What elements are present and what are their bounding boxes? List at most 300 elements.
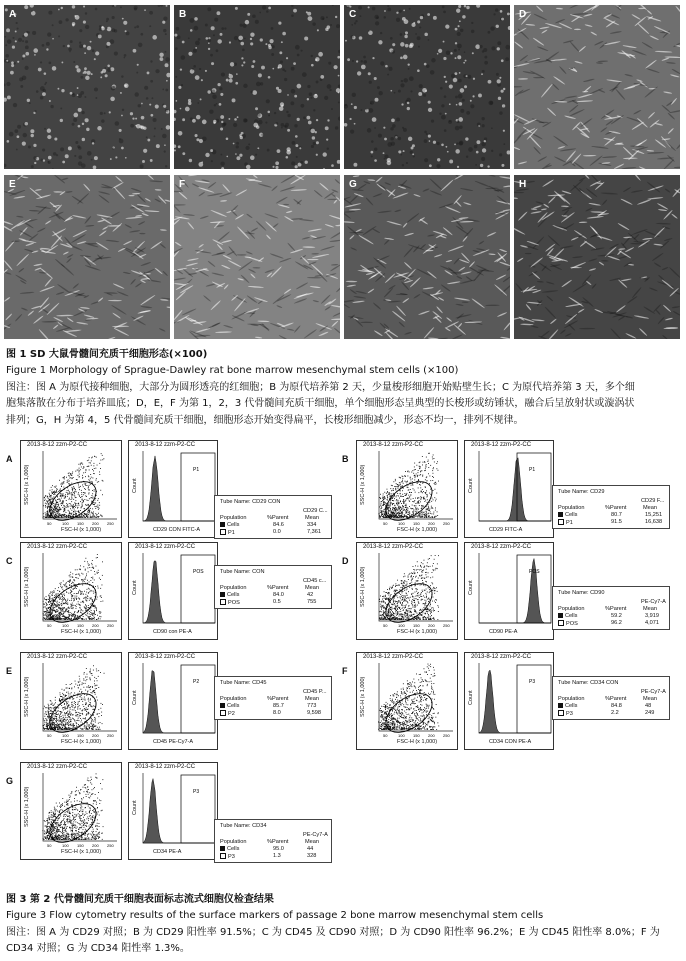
x-tick-label: 200 (92, 521, 99, 526)
event-dot (396, 499, 397, 500)
event-dot (78, 712, 79, 713)
event-dot (414, 480, 415, 481)
event-dot (402, 476, 403, 477)
event-dot (383, 515, 384, 516)
x-tick-label: 200 (428, 521, 435, 526)
event-dot (55, 724, 56, 725)
event-dot (69, 511, 70, 512)
event-dot (424, 597, 425, 598)
event-dot (416, 591, 417, 592)
event-dot (397, 724, 398, 725)
event-dot (433, 514, 434, 515)
event-dot (396, 500, 397, 501)
event-dot (389, 600, 390, 601)
event-dot (65, 600, 66, 601)
event-dot (405, 616, 406, 617)
event-dot (380, 615, 381, 616)
event-dot (393, 598, 394, 599)
event-dot (69, 616, 70, 617)
event-dot (432, 607, 433, 608)
event-dot (410, 612, 411, 613)
event-dot (418, 601, 419, 602)
event-dot (402, 709, 403, 710)
event-dot (407, 616, 408, 617)
event-dot (408, 714, 409, 715)
event-dot (409, 583, 410, 584)
event-dot (87, 613, 88, 614)
event-dot (54, 515, 55, 516)
event-dot (53, 503, 54, 504)
event-dot (407, 597, 408, 598)
event-dot (47, 511, 48, 512)
event-dot (424, 697, 425, 698)
event-dot (79, 474, 80, 475)
event-dot (399, 611, 400, 612)
event-dot (61, 718, 62, 719)
event-dot (88, 505, 89, 506)
event-dot (403, 614, 404, 615)
event-dot (60, 711, 61, 712)
event-dot (398, 517, 399, 518)
event-dot (416, 505, 417, 506)
event-dot (388, 508, 389, 509)
event-dot (63, 477, 64, 478)
event-dot (420, 462, 421, 463)
event-dot (390, 615, 391, 616)
event-dot (96, 608, 97, 609)
event-dot (424, 716, 425, 717)
event-dot (90, 598, 91, 599)
event-dot (424, 497, 425, 498)
event-dot (64, 616, 65, 617)
event-dot (50, 497, 51, 498)
event-dot (410, 583, 411, 584)
percent-parent-value: 84.0 (273, 592, 284, 598)
event-dot (426, 514, 427, 515)
event-dot (68, 593, 69, 594)
event-dot (384, 496, 385, 497)
event-dot (95, 685, 96, 686)
event-dot (55, 612, 56, 613)
event-dot (53, 714, 54, 715)
event-dot (102, 494, 103, 495)
plot-header: 2013-8-12 zzm-P2-CC (363, 442, 424, 448)
event-dot (46, 517, 47, 518)
event-dot (408, 608, 409, 609)
event-dot (64, 712, 65, 713)
event-dot (427, 617, 428, 618)
event-dot (413, 600, 414, 601)
event-dot (78, 718, 79, 719)
event-dot (381, 609, 382, 610)
event-dot (90, 497, 91, 498)
event-dot (394, 486, 395, 487)
event-dot (90, 689, 91, 690)
event-dot (63, 613, 64, 614)
event-dot (415, 477, 416, 478)
event-dot (88, 460, 89, 461)
event-dot (429, 476, 430, 477)
event-dot (58, 509, 59, 510)
event-dot (60, 701, 61, 702)
event-dot (74, 495, 75, 496)
event-dot (57, 489, 58, 490)
event-dot (98, 670, 99, 671)
event-dot (402, 476, 403, 477)
stat-column-header: CD45 c... (303, 578, 327, 584)
event-dot (387, 619, 388, 620)
event-dot (76, 588, 77, 589)
micrograph-panel-g (344, 175, 510, 339)
event-dot (73, 615, 74, 616)
event-dot (93, 512, 94, 513)
event-dot (91, 706, 92, 707)
event-dot (420, 593, 421, 594)
event-dot (402, 513, 403, 514)
event-dot (99, 508, 100, 509)
event-dot (90, 671, 91, 672)
event-dot (71, 506, 72, 507)
event-dot (387, 492, 388, 493)
event-dot (60, 490, 61, 491)
event-dot (394, 619, 395, 620)
event-dot (389, 616, 390, 617)
event-dot (393, 503, 394, 504)
event-dot (88, 687, 89, 688)
event-dot (67, 587, 68, 588)
event-dot (437, 511, 438, 512)
event-dot (412, 470, 413, 471)
event-dot (89, 687, 90, 688)
event-dot (82, 499, 83, 500)
event-dot (398, 506, 399, 507)
event-dot (412, 719, 413, 720)
event-dot (418, 501, 419, 502)
event-dot (90, 700, 91, 701)
event-dot (386, 605, 387, 606)
event-dot (71, 719, 72, 720)
event-dot (80, 469, 81, 470)
event-dot (425, 602, 426, 603)
event-dot (61, 516, 62, 517)
event-dot (89, 677, 90, 678)
event-dot (51, 495, 52, 496)
event-dot (47, 725, 48, 726)
event-dot (422, 506, 423, 507)
event-dot (76, 514, 77, 515)
event-dot (74, 611, 75, 612)
event-dot (45, 495, 46, 496)
event-dot (55, 714, 56, 715)
event-dot (68, 727, 69, 728)
event-dot (94, 614, 95, 615)
event-dot (66, 603, 67, 604)
event-dot (91, 673, 92, 674)
event-dot (89, 564, 90, 565)
event-dot (94, 463, 95, 464)
event-dot (383, 613, 384, 614)
event-dot (63, 707, 64, 708)
event-dot (61, 608, 62, 609)
event-dot (392, 702, 393, 703)
gate-label: POS (529, 569, 540, 575)
event-dot (419, 505, 420, 506)
x-tick-label: 100 (398, 623, 405, 628)
y-axis-label: SSC-H (x 1,000) (24, 566, 30, 607)
event-dot (405, 476, 406, 477)
event-dot (408, 517, 409, 518)
event-dot (45, 718, 46, 719)
event-dot (95, 513, 96, 514)
event-dot (426, 515, 427, 516)
event-dot (393, 510, 394, 511)
event-dot (72, 596, 73, 597)
event-dot (104, 673, 105, 674)
event-dot (57, 611, 58, 612)
event-dot (404, 587, 405, 588)
event-dot (83, 500, 84, 501)
event-dot (422, 582, 423, 583)
event-dot (418, 603, 419, 604)
event-dot (419, 500, 420, 501)
event-dot (420, 512, 421, 513)
event-dot (419, 595, 420, 596)
event-dot (90, 705, 91, 706)
event-dot (414, 600, 415, 601)
event-dot (50, 597, 51, 598)
event-dot (397, 597, 398, 598)
event-dot (80, 592, 81, 593)
event-dot (68, 479, 69, 480)
event-dot (92, 614, 93, 615)
event-dot (94, 701, 95, 702)
event-dot (48, 729, 49, 730)
event-dot (404, 614, 405, 615)
event-dot (64, 721, 65, 722)
event-dot (406, 517, 407, 518)
event-dot (94, 619, 95, 620)
event-dot (47, 728, 48, 729)
event-dot (102, 575, 103, 576)
event-dot (61, 505, 62, 506)
event-dot (56, 511, 57, 512)
event-dot (78, 612, 79, 613)
event-dot (59, 605, 60, 606)
event-dot (390, 612, 391, 613)
event-dot (47, 611, 48, 612)
event-dot (61, 493, 62, 494)
event-dot (70, 725, 71, 726)
event-dot (405, 495, 406, 496)
event-dot (75, 721, 76, 722)
event-dot (88, 593, 89, 594)
event-dot (59, 604, 60, 605)
event-dot (83, 706, 84, 707)
event-dot (424, 617, 425, 618)
event-dot (394, 513, 395, 514)
event-dot (94, 617, 95, 618)
event-dot (432, 577, 433, 578)
event-dot (389, 615, 390, 616)
event-dot (419, 513, 420, 514)
event-dot (429, 592, 430, 593)
panel-letter: B (179, 9, 187, 20)
event-dot (89, 470, 90, 471)
event-dot (62, 604, 63, 605)
event-dot (63, 719, 64, 720)
event-dot (55, 697, 56, 698)
event-dot (57, 728, 58, 729)
event-dot (426, 589, 427, 590)
event-dot (48, 612, 49, 613)
event-dot (54, 615, 55, 616)
event-dot (64, 697, 65, 698)
event-dot (393, 613, 394, 614)
event-dot (433, 468, 434, 469)
event-dot (63, 717, 64, 718)
gate-label: P1 (193, 467, 200, 473)
event-dot (88, 476, 89, 477)
event-dot (82, 514, 83, 515)
event-dot (98, 619, 99, 620)
scatter-canvas (21, 441, 121, 537)
event-dot (75, 574, 76, 575)
event-dot (64, 477, 65, 478)
event-dot (397, 609, 398, 610)
event-dot (417, 498, 418, 499)
event-dot (60, 702, 61, 703)
event-dot (54, 595, 55, 596)
event-dot (57, 617, 58, 618)
event-dot (404, 600, 405, 601)
event-dot (420, 517, 421, 518)
event-dot (56, 602, 57, 603)
event-dot (62, 609, 63, 610)
event-dot (56, 509, 57, 510)
event-dot (66, 692, 67, 693)
event-dot (398, 585, 399, 586)
event-dot (384, 517, 385, 518)
micrograph-texture (344, 5, 510, 169)
event-dot (66, 592, 67, 593)
event-dot (82, 496, 83, 497)
event-dot (420, 619, 421, 620)
event-dot (392, 504, 393, 505)
event-dot (384, 501, 385, 502)
event-dot (422, 572, 423, 573)
event-dot (94, 517, 95, 518)
event-dot (430, 616, 431, 617)
event-dot (64, 594, 65, 595)
event-dot (94, 456, 95, 457)
event-dot (395, 613, 396, 614)
event-dot (388, 593, 389, 594)
event-dot (69, 724, 70, 725)
event-dot (50, 707, 51, 708)
event-dot (407, 614, 408, 615)
event-dot (77, 714, 78, 715)
event-dot (382, 505, 383, 506)
event-dot (75, 684, 76, 685)
event-dot (410, 477, 411, 478)
event-dot (83, 494, 84, 495)
event-dot (420, 499, 421, 500)
event-dot (92, 725, 93, 726)
event-dot (68, 729, 69, 730)
event-dot (53, 512, 54, 513)
x-axis-label: FSC-H (x 1,000) (397, 629, 438, 635)
event-dot (432, 566, 433, 567)
event-dot (64, 506, 65, 507)
event-dot (80, 715, 81, 716)
event-dot (392, 512, 393, 513)
event-dot (89, 457, 90, 458)
gate-label: POS (193, 569, 204, 575)
event-dot (49, 506, 50, 507)
event-dot (52, 722, 53, 723)
event-dot (63, 514, 64, 515)
event-dot (381, 510, 382, 511)
event-dot (56, 515, 57, 516)
event-dot (48, 723, 49, 724)
histogram-curve (143, 671, 215, 733)
event-dot (403, 619, 404, 620)
event-dot (78, 494, 79, 495)
event-dot (50, 593, 51, 594)
event-dot (62, 503, 63, 504)
event-dot (50, 704, 51, 705)
event-dot (407, 613, 408, 614)
event-dot (396, 508, 397, 509)
event-dot (408, 512, 409, 513)
event-dot (404, 515, 405, 516)
event-dot (430, 591, 431, 592)
event-dot (55, 510, 56, 511)
event-dot (402, 597, 403, 598)
event-dot (74, 579, 75, 580)
event-dot (433, 455, 434, 456)
event-dot (432, 470, 433, 471)
event-dot (55, 514, 56, 515)
event-dot (64, 719, 65, 720)
event-dot (430, 489, 431, 490)
event-dot (395, 601, 396, 602)
histogram-curve (143, 561, 215, 623)
event-dot (66, 618, 67, 619)
event-dot (411, 582, 412, 583)
event-dot (412, 511, 413, 512)
event-dot (77, 569, 78, 570)
column-header-mean: Mean (643, 505, 657, 511)
event-dot (71, 499, 72, 500)
event-dot (385, 498, 386, 499)
event-dot (91, 692, 92, 693)
event-dot (394, 618, 395, 619)
event-dot (101, 597, 102, 598)
event-dot (407, 589, 408, 590)
event-dot (427, 494, 428, 495)
event-dot (387, 489, 388, 490)
event-dot (420, 566, 421, 567)
event-dot (44, 724, 45, 725)
event-dot (417, 566, 418, 567)
event-dot (58, 615, 59, 616)
event-dot (43, 728, 44, 729)
population-name: P1 (558, 519, 573, 527)
event-dot (81, 609, 82, 610)
event-dot (98, 570, 99, 571)
event-dot (102, 704, 103, 705)
